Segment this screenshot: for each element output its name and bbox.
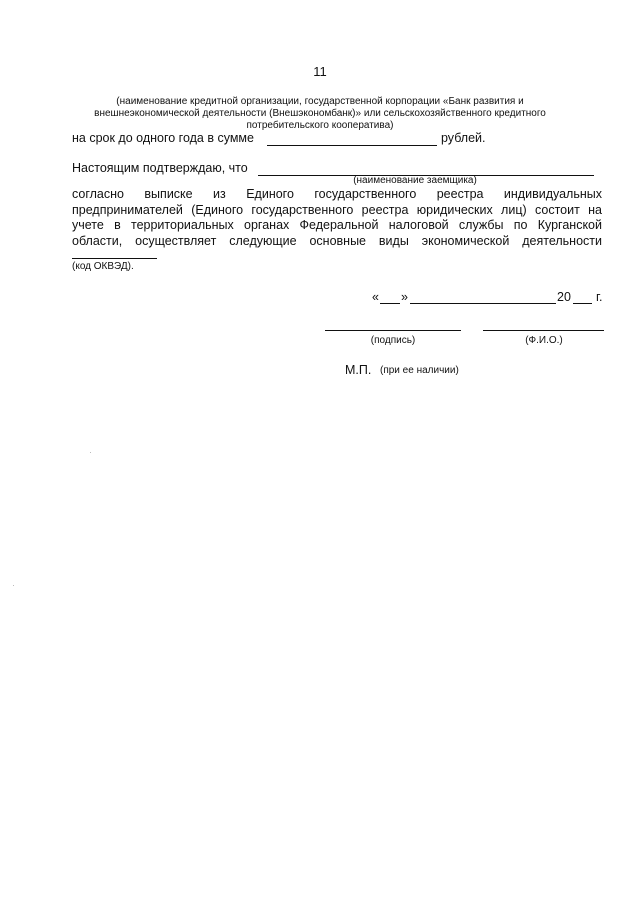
page-number: 11 — [313, 64, 327, 79]
creditor-caption-line: потребительского кооператива) — [246, 120, 394, 131]
borrower-caption: (наименование заемщика) — [353, 175, 477, 186]
stamp-note: (при ее наличии) — [380, 365, 459, 376]
confirm-text: Настоящим подтверждаю, что — [72, 161, 248, 175]
month-blank-line[interactable] — [410, 303, 556, 304]
signature-caption: (подпись) — [370, 335, 416, 346]
creditor-caption-line: внешнеэкономической деятельности (Внешэкономбанк)» или сельскохозяйственного кредитного — [94, 108, 546, 119]
creditor-caption-line: (наименование кредитной организации, государственной корпорации «Банк развития и — [116, 96, 524, 107]
paragraph-line: области, осуществляет следующие основные виды экономической деятельности — [72, 234, 602, 248]
date-open-quote: « — [372, 290, 379, 304]
year-blank-line[interactable] — [573, 303, 592, 304]
okved-caption: (код ОКВЭД). — [72, 261, 134, 272]
paragraph-line: предпринимателей (Единого государственного реестра юридических лиц) состоит на — [72, 203, 602, 217]
term-amount-text: на срок до одного года в сумме — [72, 131, 254, 145]
signature-blank-line[interactable] — [325, 330, 461, 331]
amount-blank-line[interactable] — [267, 145, 437, 146]
fio-blank-line[interactable] — [483, 330, 604, 331]
day-blank-line[interactable] — [380, 303, 400, 304]
scan-speck — [13, 585, 14, 586]
year-suffix: г. — [596, 290, 603, 304]
okved-blank-line[interactable] — [72, 258, 157, 259]
fio-caption: (Ф.И.О.) — [525, 335, 563, 346]
stamp-label: М.П. — [345, 363, 372, 377]
date-close-quote: » — [401, 290, 408, 304]
scan-speck — [90, 452, 91, 453]
year-prefix: 20 — [557, 290, 571, 304]
paragraph-line: учете в территориальных органах Федеральной налоговой службы по Курганской — [72, 218, 602, 232]
currency-text: рублей. — [441, 131, 486, 145]
paragraph-line: согласно выписке из Единого государственного реестра индивидуальных — [72, 187, 602, 201]
creditor-caption — [90, 96, 550, 132]
